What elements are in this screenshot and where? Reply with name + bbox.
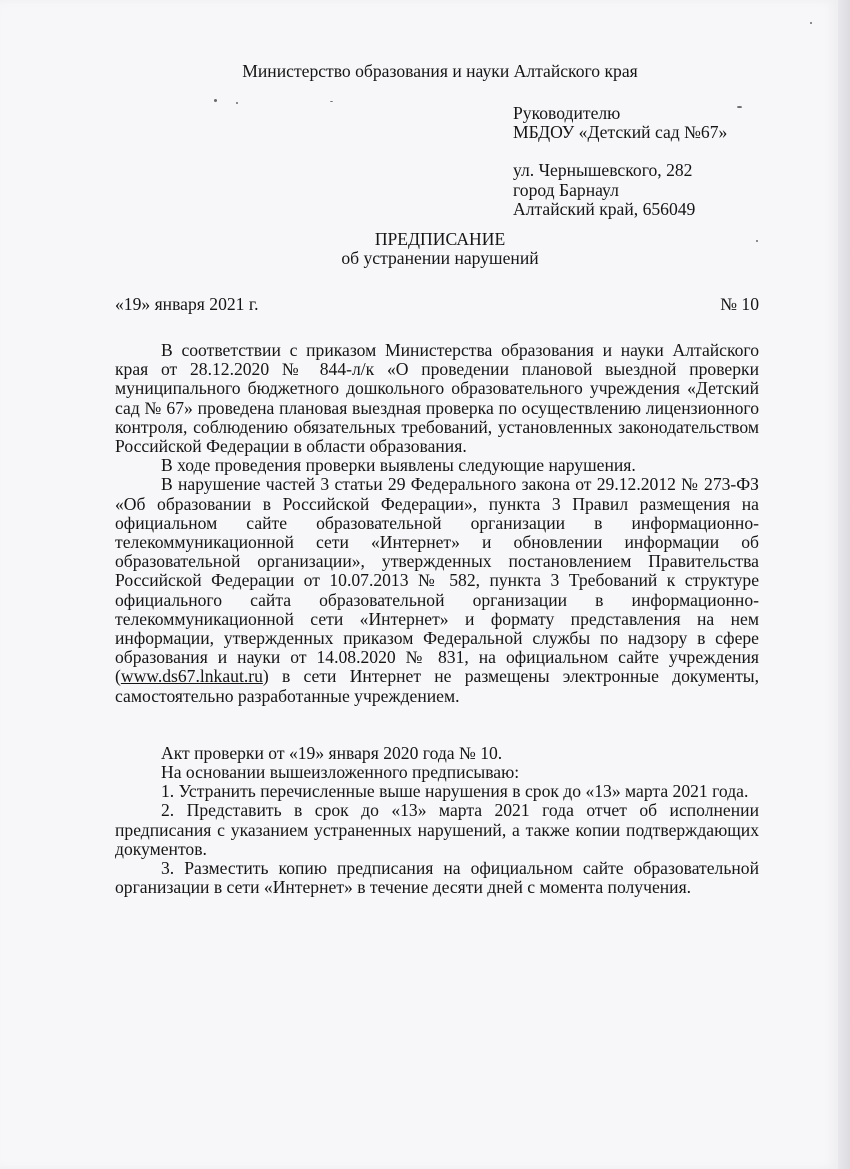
title-main: ПРЕДПИСАНИЕ	[374, 229, 506, 249]
page-edge	[838, 0, 850, 1169]
recipient-line-2: МБДОУ «Детский сад №67»	[513, 122, 728, 143]
paragraph-violations-found: В ходе проведения проверки выявлены следующие нарушения.	[161, 455, 636, 476]
document-number: № 10	[720, 294, 759, 314]
violation-text-end: ) в сети Интернет не размещены электронные документы, самостоятельно разработанные учреждением.	[115, 666, 759, 706]
title-sub: об устранении нарушений	[341, 248, 539, 269]
paragraph-violation-details	[115, 475, 759, 705]
document-title	[0, 230, 850, 268]
date-number-line	[115, 295, 759, 314]
paragraph-basis: На основании вышеизложенного предписываю:	[161, 762, 520, 783]
paragraph-inspection-basis: В соответствии с приказом Министерства образования и науки Алтайского края от 28.12.2020 № 844-л/к «О проведении плановой выездной проверки муниципального бюджетного дошкольного образовательного учреждения «Детский сад № 67» проведена плановая выездная проверка по осуществлению лицензионного контроля, соблюдению обязательных требований, установленных законодательством Российской Федерации в области образования.	[115, 340, 759, 457]
recipient-line-1: Руководителю	[513, 103, 621, 123]
violation-text-start: В нарушение частей 3 статьи 29 Федерального закона от 29.12.2012 № 273-ФЗ «Об образовании в Российской Федерации», пункта 3 Правил размещения на официальном сайте образовательной организации в информационно-телекоммуникационной сети «Интернет» и обновлении информации об образовательной организации», утвержденных постановлением Правительства Российской Федерации от 10.07.2013 № 582, пункта 3 Требований к структуре официального сайта образовательной организации в информационно-телекоммуникационной сети «Интернет» и формату представления на нем информации, утвержденных приказом Федеральной службы по надзору в сфере образования и науки от 14.08.2020 № 831, на официальном сайте учреждения (	[115, 474, 759, 687]
recipient-block	[513, 104, 793, 219]
order-item-3: 3. Разместить копию предписания на официальном сайте образовательной организации в сети «Интернет» в течение десяти дней с момента получения.	[115, 858, 759, 898]
order-item-1: 1. Устранить перечисленные выше нарушения в срок до «13» марта 2021 года.	[161, 781, 749, 802]
paragraph-act: Акт проверки от «19» января 2020 года № 10.	[161, 742, 503, 763]
document-body	[115, 341, 759, 897]
address-region: Алтайский край, 656049	[513, 198, 696, 219]
address-city: город Барнаул	[513, 179, 619, 200]
website-link[interactable]: www.ds67.lnkaut.ru	[120, 666, 263, 687]
order-item-2: 2. Представить в срок до «13» марта 2021 года отчет об исполнении предписания с указанием устраненных нарушений, а также копии подтверждающих документов.	[115, 800, 759, 859]
ministry-header: Министерство образования и науки Алтайского края	[242, 61, 638, 81]
address-street: ул. Чернышевского, 282	[513, 160, 693, 181]
document-date: «19» января 2021 г.	[115, 294, 259, 314]
